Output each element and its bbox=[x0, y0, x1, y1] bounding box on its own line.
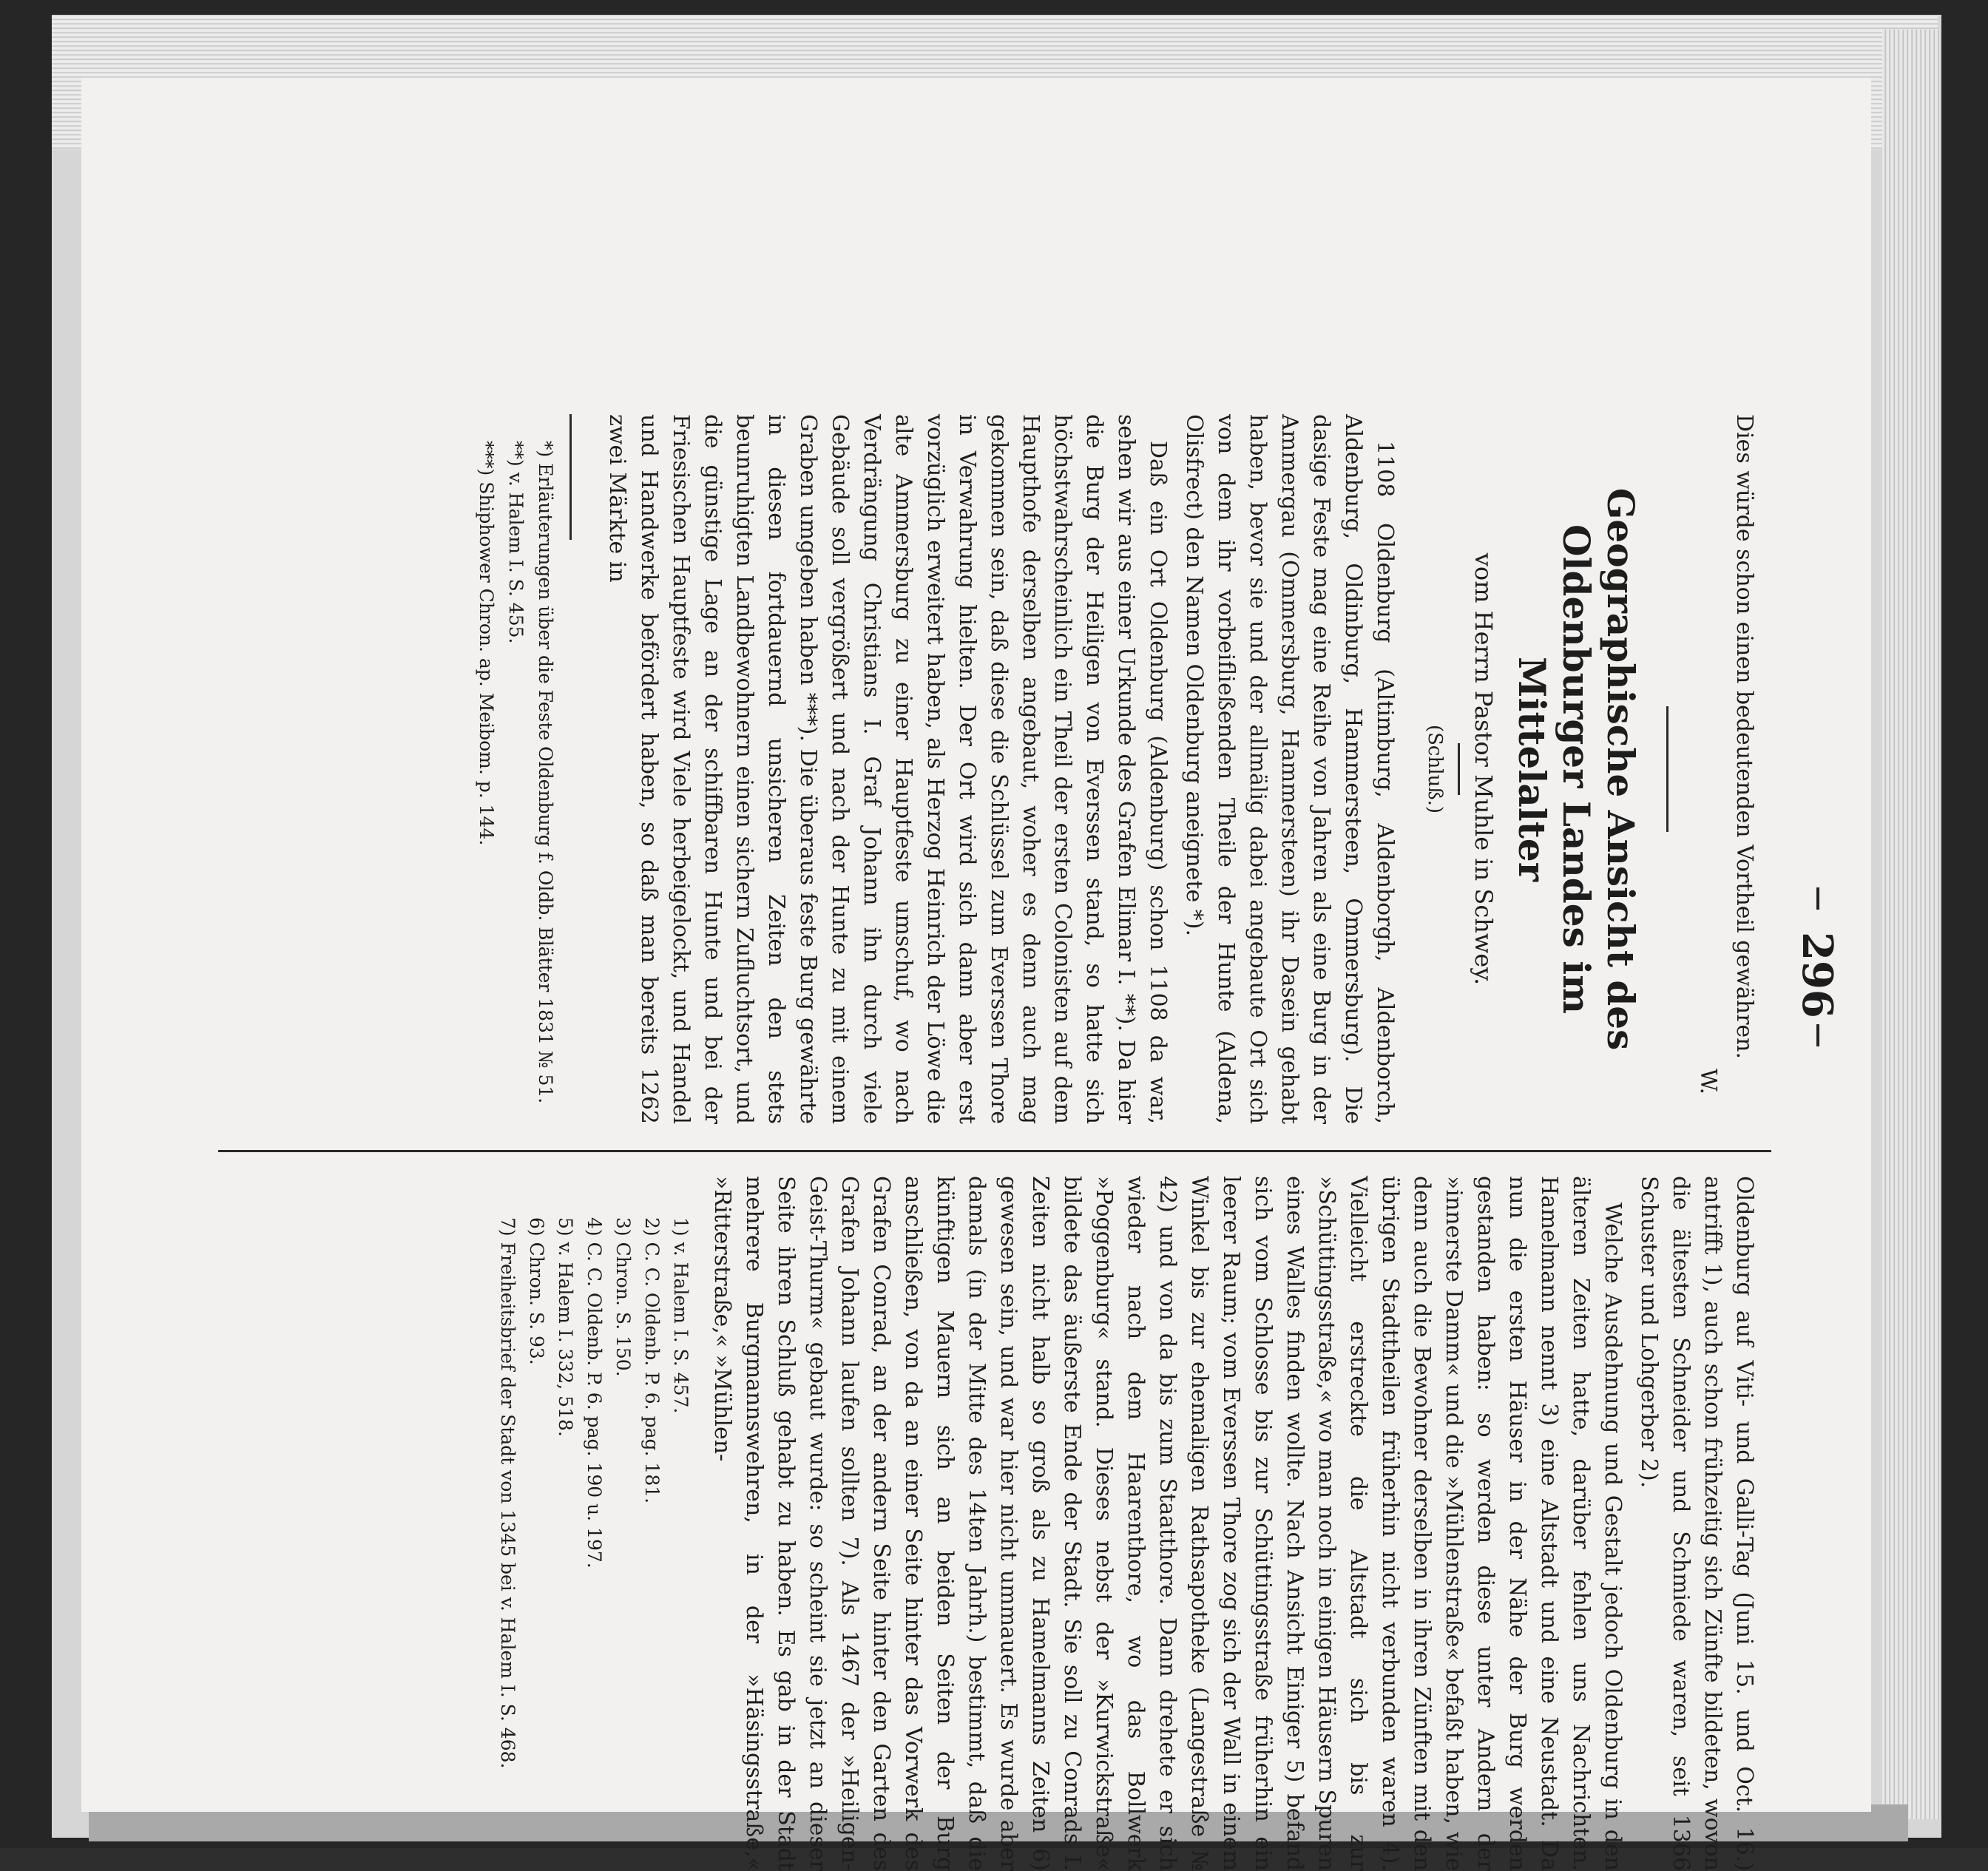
rotated-page-content bbox=[141, 155, 1842, 1871]
page-number: 296 bbox=[1793, 932, 1842, 1018]
paragraph: Daß ein Ort Oldenburg (Aldenburg) schon 1108 da war, sehen wir aus einer Urkunde des Grafen Elimar I. **). Da hier die Burg der Heiligen von Everssen stand, so hatte sich höchstwahrscheinlich ein Theil der ersten Colonisten auf dem Haupthofe derselben angebaut, woher es denn auch mag gekommen sein, daß diese die Schlüssel zum Everssen Thore in Verwahrung hielten. Der Ort wird sich dann aber erst vorzüglich erweitert haben, als Herzog Heinrich der Löwe die alte Ammersburg zu einer Hauptfeste umschuf, wo nach Verdrängung Christians I. Graf Johann ihn durch viele Gebäude soll vergrößert und nach der Hunte zu mit einem Graben umgeben haben ***). Die überaus feste Burg gewährte in diesen fortdauernd unsicheren Zeiten den stets beunruhigten Landbewohnern einen sichern Zufluchtsort, und die günstige Lage an der schiffbaren Hunte und bei der Friesischen Hauptfeste wird Viele herbeigelockt, und Handel und Handwerke befördert haben, so daß man bereits 1262 zwei Märkte in bbox=[604, 414, 1171, 1124]
page-edges-fore bbox=[1882, 30, 1940, 1819]
footnote: 5) v. Halem I. 332, 518. bbox=[555, 1217, 576, 1437]
footnote-rule bbox=[569, 414, 572, 540]
article-title: Geographische Ansicht des Oldenburger Landes im Mittelalter bbox=[1510, 487, 1643, 1051]
footnote: 7) Freiheitsbrief der Stadt von 1345 bei v. Halem I. S. 468. bbox=[497, 1217, 518, 1769]
intro-line: Dies würde schon einen bedeutenden Vortheil gewähren. bbox=[1731, 414, 1757, 1060]
intro-signature: W. bbox=[1695, 1068, 1721, 1094]
paragraph: 1108 Oldenburg (Altimburg, Aldenborgh, Aldenborch, Aldenburg, Oldinburg, Hammersteen, Ommersburg). Die dasige Feste mag eine Reihe von Jahren als eine Burg in der Ammergau (Ommersburg, Hammersteen) ihr Dasein gehabt haben, bevor sie und der allmälig dabei angebaute Ort sich von dem ihr vorbeifließenden Theile der Hunte (Aldena, Olisfrect) den Namen Oldenburg aneignete *). bbox=[1181, 414, 1398, 1124]
footnote: 4) C. C. Oldenb. P. 6. pag. 190 u. 197. bbox=[584, 1217, 605, 1569]
footnote: 1) v. Halem I. S. 457. bbox=[670, 1217, 692, 1414]
header-dash-right bbox=[1816, 1024, 1819, 1046]
footnote: 3) Chron. S. 150. bbox=[612, 1217, 634, 1377]
footnote: 2) C. C. Oldenb. P. 6. pag. 181. bbox=[641, 1217, 663, 1504]
page-header bbox=[1790, 155, 1842, 1708]
footnote: 6) Chron. S. 93. bbox=[526, 1217, 547, 1365]
footnote: ***) Shiphower Chron. ap. Meibom. p. 144. bbox=[476, 441, 497, 846]
section-divider bbox=[1666, 706, 1668, 832]
byline-divider bbox=[1458, 743, 1460, 795]
article-byline: vom Herrn Pastor Muhle in Schwey. bbox=[1470, 552, 1498, 986]
conclusion-note: (Schluß.) bbox=[1424, 724, 1446, 814]
footnote: *) Erläuterungen über die Feste Oldenburg f. Oldb. Blätter 1831 № 51. bbox=[535, 441, 556, 1104]
paragraph: Oldenburg auf Viti- und Galli-Tag (Juni 15. und Oct. 16.) antrifft 1), auch schon frühzeitig sich Zünfte bildeten, wovon die ältesten Schneider und Schmiede waren, seit 1366 Schuster und Lohgerber 2). bbox=[1636, 1176, 1757, 1871]
column-divider bbox=[218, 1150, 1771, 1152]
right-column bbox=[491, 1176, 1760, 1871]
footnote: **) v. Halem I. S. 455. bbox=[505, 441, 527, 644]
paragraph: Welche Ausdehnung und Gestalt jedoch Oldenburg in den älteren Zeiten hatte, darüber fehlen uns Nachrichten. Hamelmann nennt 3) eine Altstadt und eine Neustadt. Da nun die ersten Häuser in der Nähe der Burg werden gestanden haben: so werden diese unter Andern der »innerste Damm« und die »Mühlenstraße« befaßt haben, wie denn auch die Bewohner derselben in ihren Zünften mit den übrigen Stadttheilen früherhin nicht verbunden waren 4). Vielleicht erstreckte die Altstadt sich bis zur »Schüttingsstraße,« wo man noch in einigen Häusern Spuren eines Walles finden wollte. Nach Ansicht Einiger 5) befand sich vom Schlosse bis zur Schüttingsstraße früherhin ein leerer Raum; vom Everssen Thore zog sich der Wall in einem Winkel bis zur ehemaligen Rathsapotheke (Langestraße № 42) und von da bis zum Staatthore. Dann drehete er sich wieder nach dem Haarenthore, wo das Bollwerk »Poggenburg« stand. Dieses nebst der »Kurwickstraße« bildete das äußerste Ende der Stadt. Sie soll zu Conrads I. Zeiten nicht halb so groß als zu Hamelmanns Zeiten 6) gewesen sein, und war hier nicht ummauert. Es wurde aber damals (in der Mitte des 14ten Jahrh.) bestimmt, daß die künftigen Mauern sich an beiden Seiten der Burg anschließen, von da an einer Seite hinter das Vorwerk des Grafen Conrad, an der andern Seite hinter den Garten des Grafen Johann laufen sollten 7). Als 1467 der »Heiligen-Geist-Thurm« gebaut wurde: so scheint sie jetzt an dieser Seite ihren Schluß gehabt zu haben. Es gab in der Stadt mehrere Burgmannswehren, in der »Häsingsstraße,« »Ritterstraße,« »Mühlen- bbox=[709, 1176, 1626, 1871]
left-column bbox=[469, 414, 1760, 1124]
header-dash-left bbox=[1816, 887, 1819, 910]
